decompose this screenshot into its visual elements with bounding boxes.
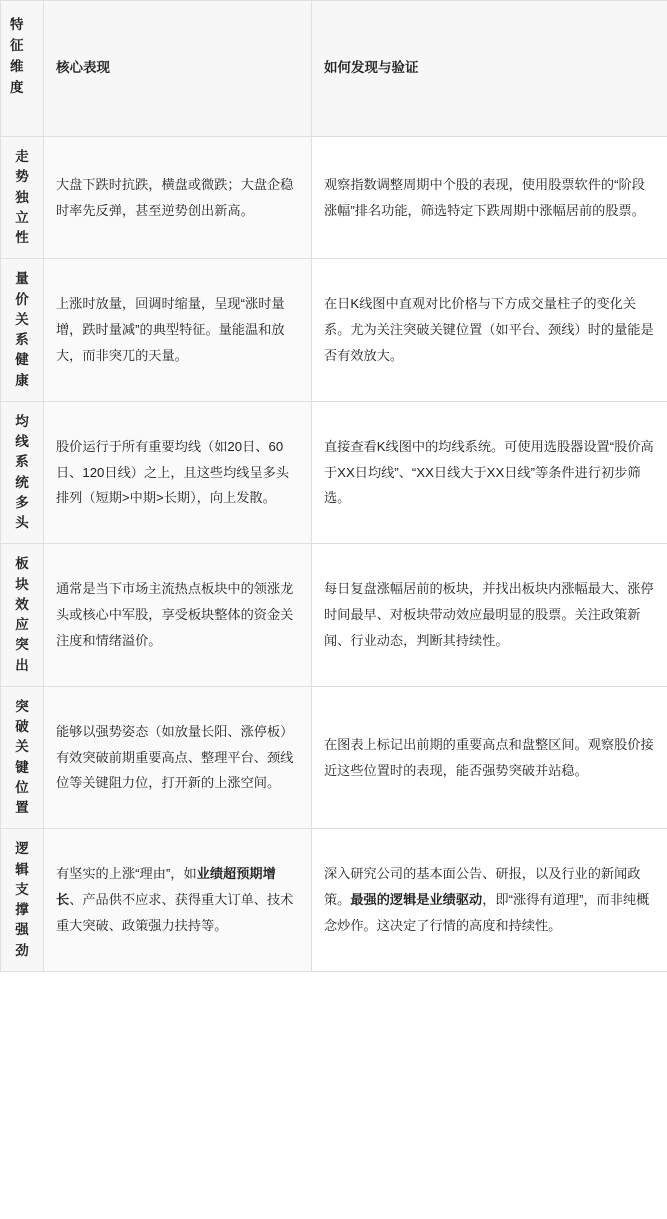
row-dimension-label: 走势独立性 bbox=[1, 137, 44, 259]
row-verify-text: 观察指数调整周期中个股的表现，使用股票软件的“阶段涨幅”排名功能，筛选特定下跌周期中涨幅居前的股票。 bbox=[312, 137, 667, 259]
table-row bbox=[1, 829, 667, 972]
column-header-core: 核心表现 bbox=[44, 1, 312, 137]
table-header-row bbox=[1, 1, 667, 137]
row-verify-text: 深入研究公司的基本面公告、研报，以及行业的新闻政策。最强的逻辑是业绩驱动，即“涨得有道理”，而非纯概念炒作。这决定了行情的高度和持续性。 bbox=[312, 829, 667, 972]
row-dimension-label: 板块效应突出 bbox=[1, 544, 44, 687]
row-verify-text: 直接查看K线图中的均线系统。可使用选股器设置“股价高于XX日均线”、“XX日线大于XX日线”等条件进行初步筛选。 bbox=[312, 401, 667, 544]
row-dimension-label: 均线系统多头 bbox=[1, 401, 44, 544]
row-core-text: 能够以强势姿态（如放量长阳、涨停板）有效突破前期重要高点、整理平台、颈线位等关键阻力位，打开新的上涨空间。 bbox=[44, 686, 312, 829]
row-verify-text: 每日复盘涨幅居前的板块，并找出板块内涨幅最大、涨停时间最早、对板块带动效应最明显的股票。关注政策新闻、行业动态，判断其持续性。 bbox=[312, 544, 667, 687]
row-dimension-label: 突破关键位置 bbox=[1, 686, 44, 829]
table-row bbox=[1, 401, 667, 544]
table-row bbox=[1, 259, 667, 402]
table-header bbox=[1, 1, 667, 137]
row-core-text: 有坚实的上涨“理由”，如业绩超预期增长、产品供不应求、获得重大订单、技术重大突破、政策强力扶持等。 bbox=[44, 829, 312, 972]
column-header-dimension: 特征维度 bbox=[1, 1, 44, 137]
row-core-text: 股价运行于所有重要均线（如20日、60日、120日线）之上，且这些均线呈多头排列（短期>中期>长期），向上发散。 bbox=[44, 401, 312, 544]
column-header-verify: 如何发现与验证 bbox=[312, 1, 667, 137]
table-row bbox=[1, 544, 667, 687]
row-core-text: 上涨时放量，回调时缩量，呈现“涨时量增，跌时量减”的典型特征。量能温和放大，而非突兀的天量。 bbox=[44, 259, 312, 402]
table-row bbox=[1, 686, 667, 829]
row-core-text: 通常是当下市场主流热点板块中的领涨龙头或核心中军股，享受板块整体的资金关注度和情绪溢价。 bbox=[44, 544, 312, 687]
row-verify-text: 在日K线图中直观对比价格与下方成交量柱子的变化关系。尤为关注突破关键位置（如平台、颈线）时的量能是否有效放大。 bbox=[312, 259, 667, 402]
row-core-text: 大盘下跌时抗跌，横盘或微跌；大盘企稳时率先反弹，甚至逆势创出新高。 bbox=[44, 137, 312, 259]
row-verify-text: 在图表上标记出前期的重要高点和盘整区间。观察股价接近这些位置时的表现，能否强势突破并站稳。 bbox=[312, 686, 667, 829]
row-dimension-label: 量价关系健康 bbox=[1, 259, 44, 402]
table-row bbox=[1, 137, 667, 259]
table-body bbox=[1, 137, 667, 972]
row-dimension-label: 逻辑支撑强劲 bbox=[1, 829, 44, 972]
